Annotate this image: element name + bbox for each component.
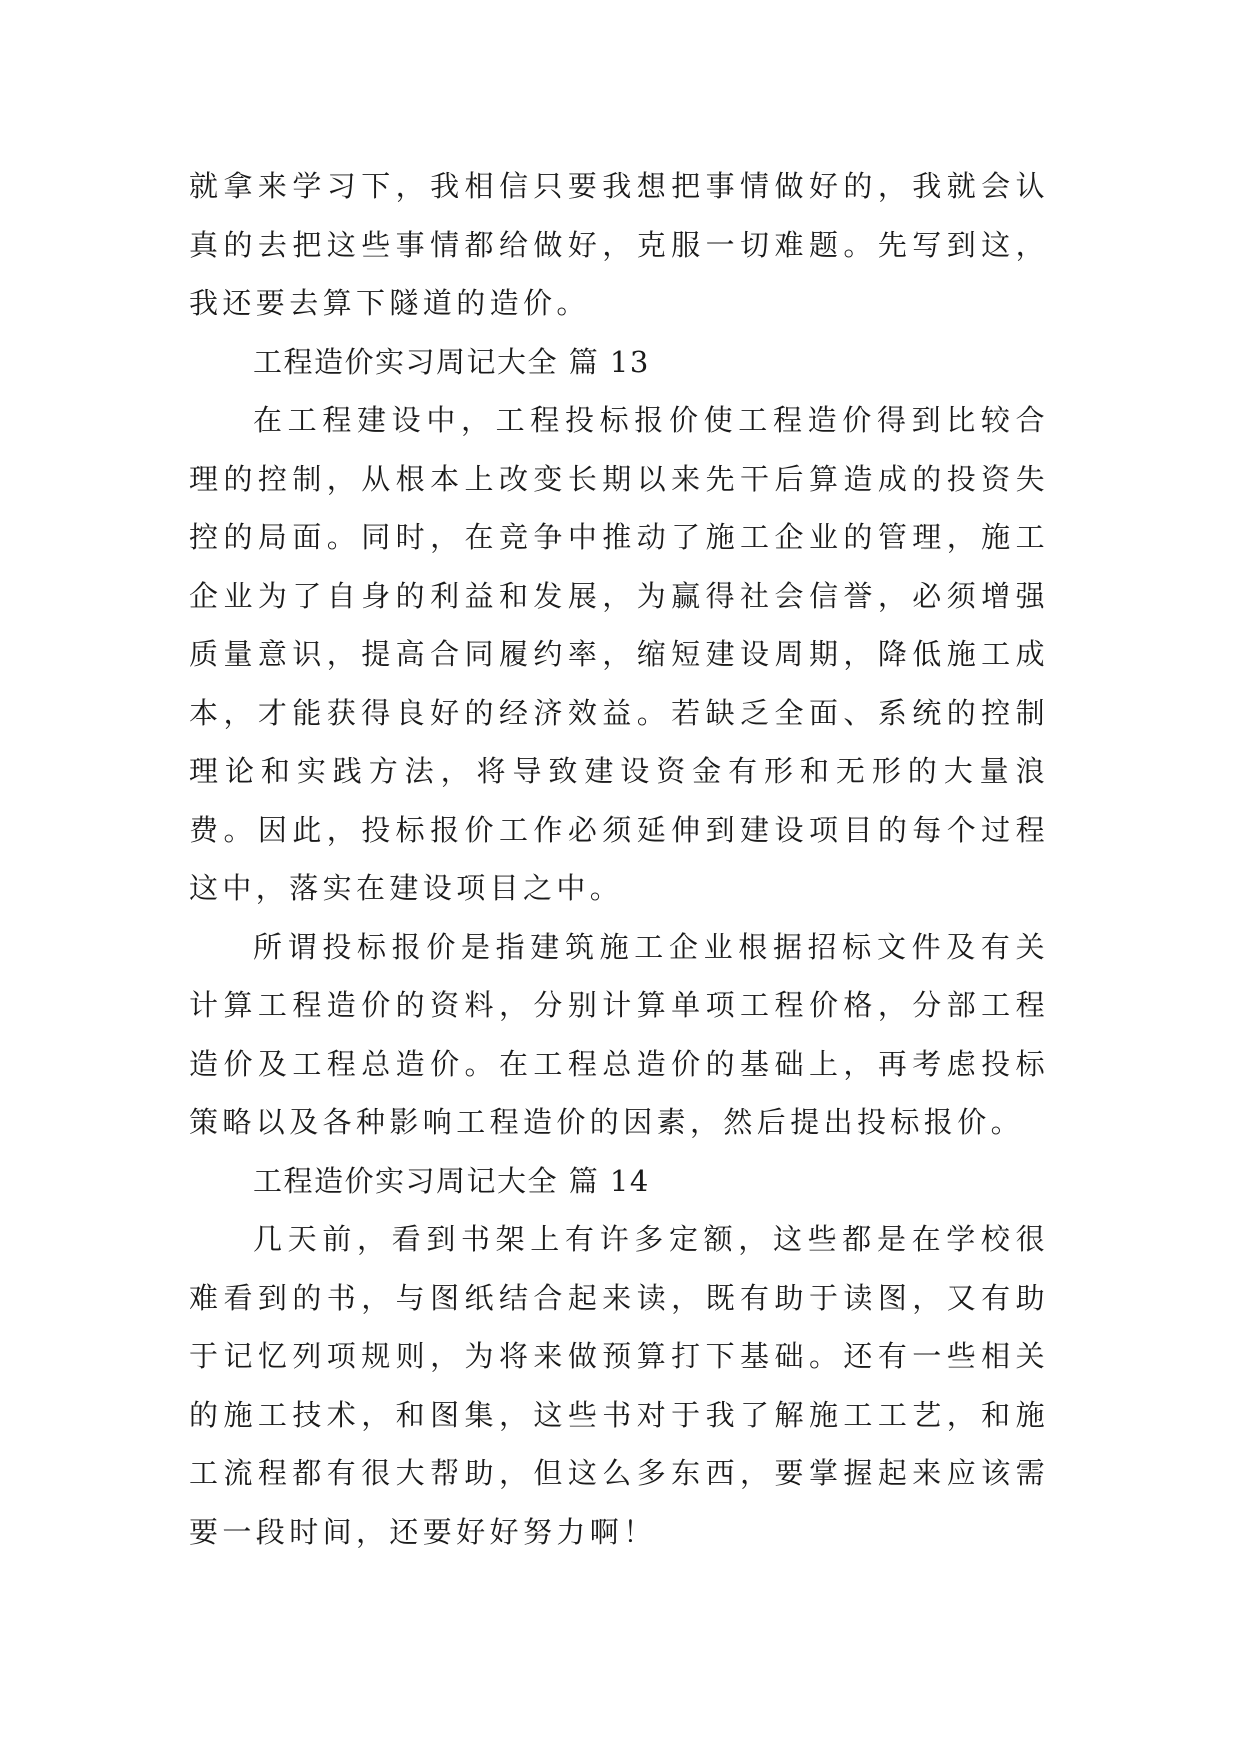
paragraph-continuation: 就拿来学习下，我相信只要我想把事情做好的，我就会认真的去把这些事情都给做好，克服一切难题。先写到这，我还要去算下隧道的造价。 [189,169,1049,320]
paragraph-bidding-control: 在工程建设中，工程投标报价使工程造价得到比较合理的控制，从根本上改变长期以来先干后算造成的投资失控的局面。同时，在竞争中推动了施工企业的管理，施工企业为了自身的利益和发展，为赢得社会信誉，必须增强质量意识，提高合同履约率，缩短建设周期，降低施工成本，才能获得良好的经济效益。若缺乏全面、系统的控制理论和实践方法，将导致建设资金有形和无形的大量浪费。因此，投标报价工作必须延伸到建设项目的每个过程这中，落实在建设项目之中。 [189,403,1049,905]
paragraph-bidding-definition: 所谓投标报价是指建筑施工企业根据招标文件及有关计算工程造价的资料，分别计算单项工程价格，分部工程造价及工程总造价。在工程总造价的基础上，再考虑投标策略以及各种影响工程造价的因素，然后提出投标报价。 [189,929,1049,1139]
section-heading-13: 工程造价实习周记大全 篇 13 [253,344,650,379]
document-body [189,157,1049,1561]
section-heading-14: 工程造价实习周记大全 篇 14 [253,1163,650,1198]
paragraph-reading-quotas: 几天前，看到书架上有许多定额，这些都是在学校很难看到的书，与图纸结合起来读，既有助于读图，又有助于记忆列项规则，为将来做预算打下基础。还有一些相关的施工技术，和图集，这些书对于我了解施工工艺，和施工流程都有很大帮助，但这么多东西，要掌握起来应该需要一段时间，还要好好努力啊！ [189,1222,1049,1549]
